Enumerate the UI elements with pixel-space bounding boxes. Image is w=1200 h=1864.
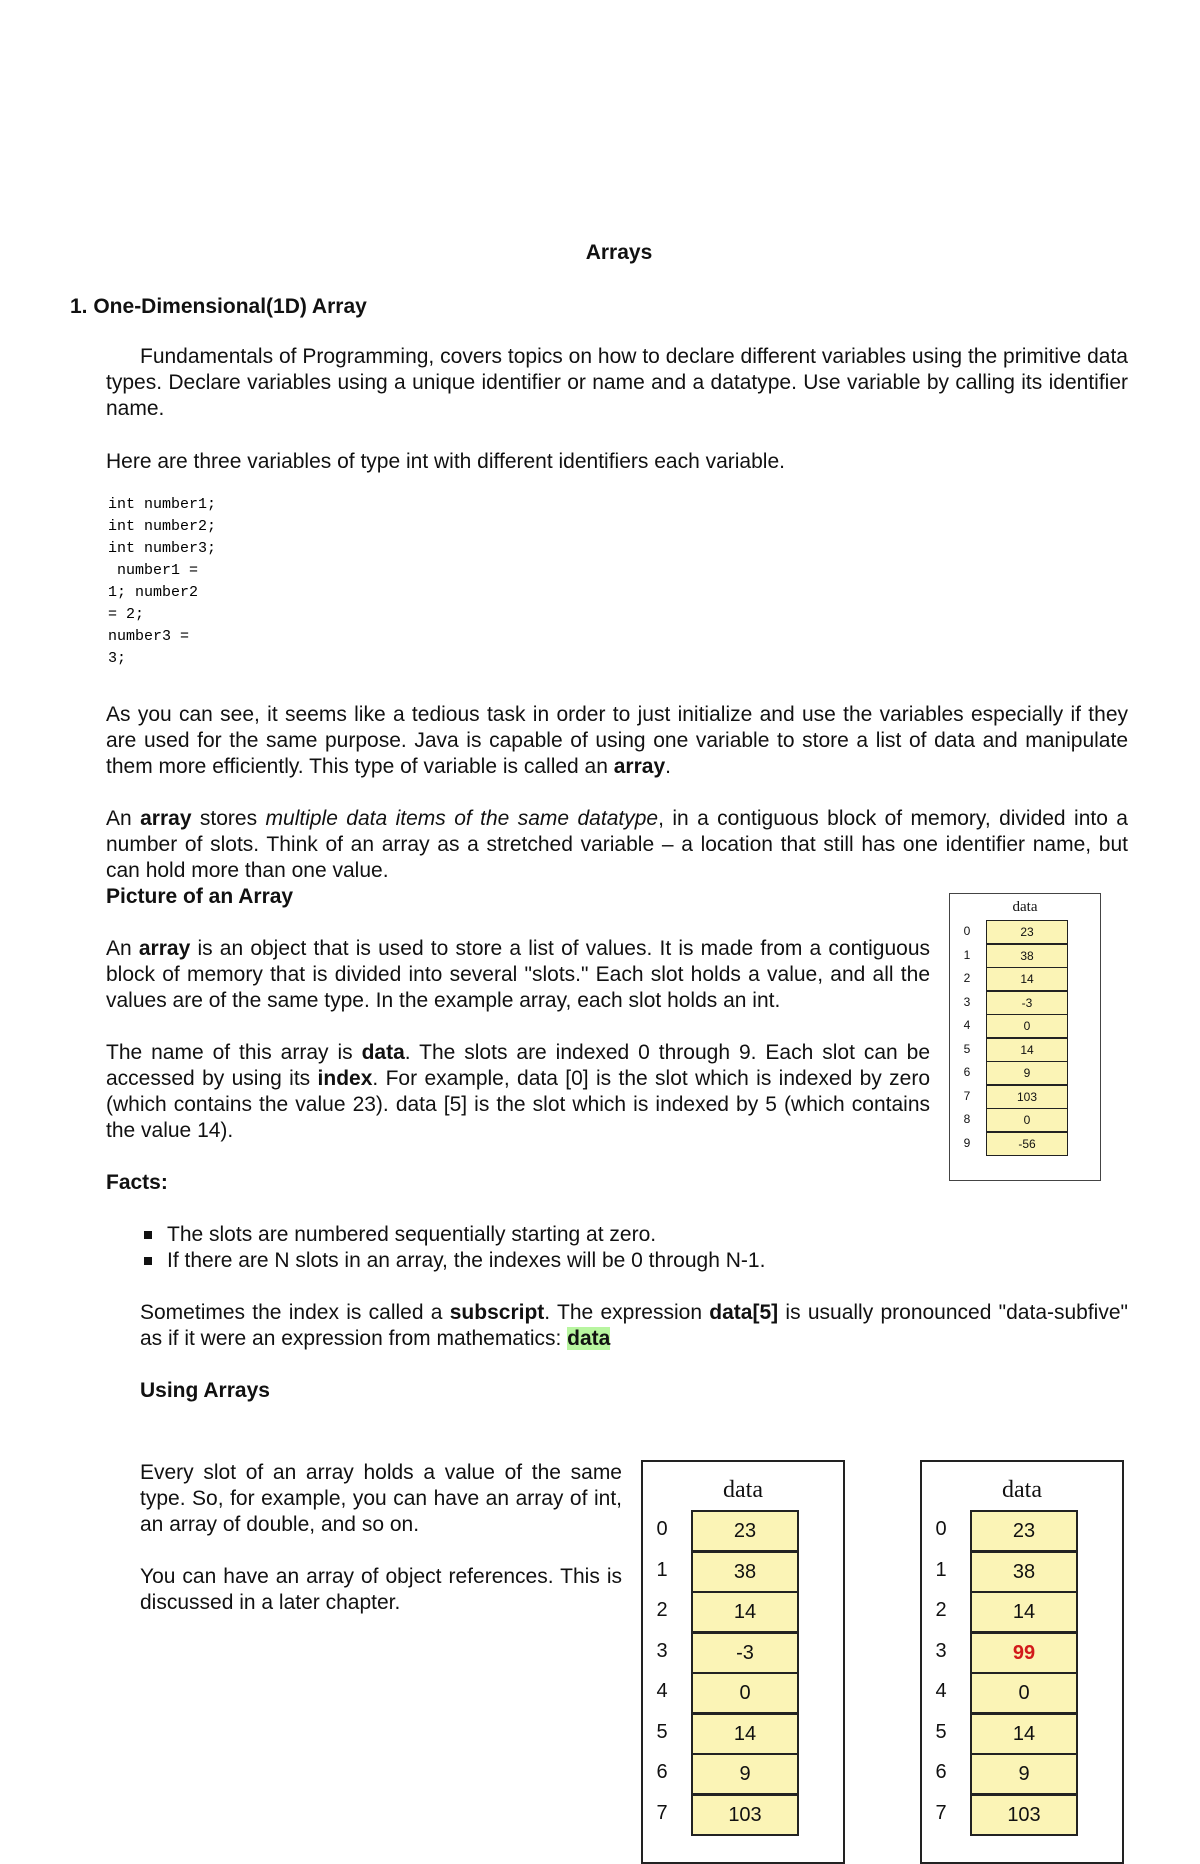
def-italic: multiple data items of the same datatype [265, 807, 659, 830]
array-cell: 0 [970, 1672, 1078, 1714]
intro-text: Fundamentals of Programming, covers topics on how to declare different variables using the primitive data types. Declare variables using a unique identifier or name and a datatype. Use variable by calling its identifier name. [106, 345, 1128, 420]
subscript-term: subscript [449, 1301, 545, 1324]
array-index: 7 [656, 1801, 668, 1824]
array-cell: 38 [986, 944, 1068, 968]
page-title: Arrays [585, 241, 653, 264]
array-index: 5 [963, 1041, 971, 1056]
array-intro-end: . [665, 755, 671, 778]
array-index: 4 [935, 1680, 947, 1702]
array-definition-paragraph [106, 806, 1128, 884]
array-cell: 23 [691, 1510, 799, 1552]
array-index: 1 [656, 1558, 668, 1581]
array-cell: 9 [691, 1753, 799, 1795]
array-a-label: data [723, 1477, 763, 1503]
array-cell: 14 [691, 1713, 799, 1755]
name-data-term: data [361, 1041, 405, 1064]
array-cell: 99 [970, 1632, 1078, 1674]
array-cell: -56 [986, 1132, 1068, 1156]
array-index: 3 [656, 1639, 668, 1662]
array-cell: 38 [970, 1551, 1078, 1593]
code-block: int number1; int number2; int number3; number1 = 1; number2 = 2; number3 = 3; [108, 496, 217, 667]
array-cell: 103 [691, 1794, 799, 1836]
bullet-icon [144, 1231, 152, 1239]
array-index: 2 [656, 1599, 668, 1621]
array-cell: 103 [986, 1085, 1068, 1109]
array-index: 6 [935, 1761, 947, 1783]
array-index: 2 [935, 1599, 947, 1621]
def-text-a: An [106, 807, 141, 830]
array-cell: 0 [691, 1672, 799, 1714]
name-index-term: index [317, 1067, 373, 1090]
obj-text-a: An [106, 937, 139, 960]
def-array-term: array [140, 807, 192, 830]
list-item [140, 1248, 765, 1274]
array-index: 7 [963, 1088, 971, 1103]
array-index: 9 [963, 1135, 971, 1150]
obj-array-term: array [138, 937, 191, 960]
intro-paragraph [106, 344, 1128, 422]
facts-heading: Facts: [106, 1171, 168, 1194]
sub-text-b: . The expression [544, 1301, 710, 1324]
array-cell: 14 [691, 1591, 799, 1633]
array-cell: 23 [986, 920, 1068, 944]
array-index: 8 [963, 1112, 971, 1126]
variables-intro: Here are three variables of type int with different identifiers each variable. [106, 450, 785, 473]
array-index: 6 [963, 1065, 971, 1079]
array-cell: 0 [986, 1108, 1068, 1132]
array-index: 4 [963, 1018, 971, 1032]
array-index: 3 [963, 994, 971, 1009]
array-index: 0 [935, 1518, 947, 1540]
name-text-b: . The slots are indexed 0 through 9. Each slot can be accessed by using its [106, 1041, 930, 1090]
array-index: 7 [935, 1801, 947, 1824]
array-index: 5 [656, 1720, 668, 1743]
fact-text: If there are N slots in an array, the indexes will be 0 through N-1. [167, 1249, 766, 1272]
array-cell: 103 [970, 1794, 1078, 1836]
data5-term: data[5] [709, 1301, 779, 1324]
array-figure-original [641, 1460, 845, 1864]
array-cell: -3 [986, 991, 1068, 1015]
array-cell: 14 [986, 967, 1068, 991]
small-array-label: data [1012, 899, 1038, 915]
array-figure-modified [920, 1460, 1124, 1864]
fact-text: The slots are numbered sequentially starting at zero. [167, 1223, 657, 1246]
bullet-icon [144, 1257, 152, 1265]
name-text-a: The name of this array is [106, 1041, 362, 1064]
slot-type-paragraph: Every slot of an array holds a value of the same type. So, for example, you can have an array of int, an array of double, and so on. [140, 1461, 622, 1536]
array-index: 1 [935, 1558, 947, 1581]
picture-heading: Picture of an Array [106, 885, 294, 908]
sub-text-a: Sometimes the index is called a [140, 1301, 450, 1324]
array-cell: 38 [691, 1551, 799, 1593]
def-text-b: stores [191, 807, 266, 830]
array-object-paragraph [106, 936, 930, 1014]
section-heading: 1. One-Dimensional(1D) Array [70, 295, 367, 318]
facts-list [140, 1222, 765, 1274]
list-item [140, 1222, 765, 1248]
array-index: 4 [656, 1680, 668, 1702]
array-cell: 14 [970, 1591, 1078, 1633]
sub-text-c: is usually pronounced "data-subfive" as if it were an expression from mathematics: [140, 1301, 1128, 1350]
highlighted-data: data [567, 1327, 611, 1350]
object-refs-paragraph: You can have an array of object references. This is discussed in a later chapter. [140, 1565, 622, 1614]
array-index: 3 [935, 1639, 947, 1662]
array-term: array [613, 755, 666, 778]
array-index: 6 [656, 1761, 668, 1783]
using-arrays-heading: Using Arrays [140, 1379, 270, 1402]
array-cell: 9 [986, 1061, 1068, 1085]
subscript-paragraph [140, 1300, 1128, 1352]
array-b-label: data [1002, 1477, 1042, 1503]
array-cell: 14 [970, 1713, 1078, 1755]
array-cell: 0 [986, 1014, 1068, 1038]
array-index: 2 [963, 971, 971, 985]
small-array-figure [949, 893, 1101, 1181]
def-text-c: , in a contiguous block of memory, divided into a number of slots. Think of an array as a stretched variable – a location that still has one identifier name, but can hold more than one value. [106, 807, 1128, 882]
array-name-paragraph [106, 1040, 930, 1144]
array-index: 1 [963, 947, 971, 962]
array-cell: 23 [970, 1510, 1078, 1552]
array-intro-paragraph [106, 702, 1128, 780]
array-intro-text: As you can see, it seems like a tedious task in order to just initialize and use the variables especially if they are used for the same purpose. Java is capable of using one variable to store a list of data and manipulate them more efficiently. This type of variable is called an [106, 703, 1128, 778]
array-index: 5 [935, 1720, 947, 1743]
array-index: 0 [963, 924, 971, 938]
name-text-c: . For example, data [0] is the slot which is indexed by zero (which contains the value 23). data [5] is the slot which is indexed by 5 (which contains the value 14). [106, 1067, 930, 1142]
array-cell: -3 [691, 1632, 799, 1674]
array-cell: 9 [970, 1753, 1078, 1795]
array-cell: 14 [986, 1038, 1068, 1062]
array-index: 0 [656, 1518, 668, 1540]
obj-text-b: is an object that is used to store a list of values. It is made from a contiguous block of memory that is divided into several "slots." Each slot holds a value, and all the values are of the same type. In the example array, each slot holds an int. [106, 937, 930, 1012]
